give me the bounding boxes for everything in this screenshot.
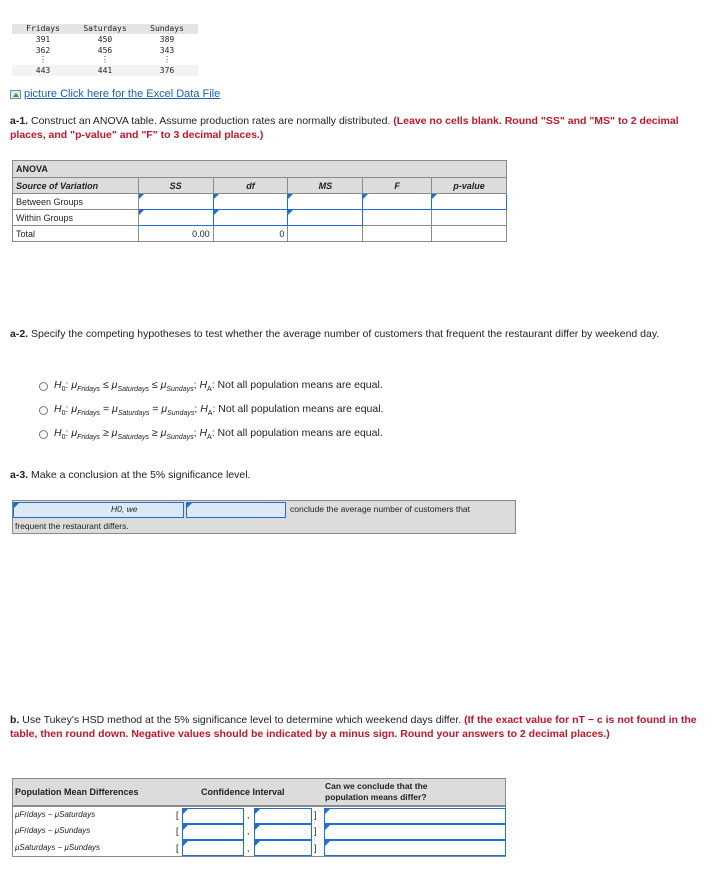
between-f-input[interactable]: [363, 194, 432, 210]
question-a1-text: Construct an ANOVA table. Assume production rates are normally distributed.: [28, 115, 394, 127]
data-table: [12, 24, 198, 76]
bracket-left: [: [176, 843, 179, 853]
anova-col-df: df: [213, 178, 288, 194]
cell: 391: [35, 35, 51, 44]
col-header-fridays: Fridays: [26, 24, 60, 33]
cell: 443: [35, 66, 51, 75]
tukey-body: [12, 806, 506, 857]
cell: 441: [97, 66, 113, 75]
bracket-left: [: [176, 826, 179, 836]
question-a2: [10, 327, 700, 341]
question-b: [10, 713, 710, 741]
bracket-right: ]: [314, 826, 317, 836]
ci-lower-input-3[interactable]: [182, 840, 244, 856]
ellipsis-row: [12, 56, 198, 65]
conclude-dropdown-1[interactable]: [324, 808, 506, 824]
col-header-sundays: Sundays: [150, 24, 184, 33]
tukey-col-interval: Confidence Interval: [201, 787, 285, 797]
row-within-groups: Within Groups: [13, 210, 139, 226]
cell: 343: [159, 46, 175, 55]
col-header-saturdays: Saturdays: [83, 24, 127, 33]
radio-button[interactable]: [39, 382, 48, 391]
row-total: Total: [13, 226, 139, 242]
question-a2-text: Specify the competing hypotheses to test whether the average number of customers that frequent the restaurant differ by weekend day.: [28, 328, 660, 340]
question-a1-instruction: (Leave no cells blank. Round "SS" and "MS" to 2 decimal places, and "p-value" and "F" to 3 decimal places.): [10, 115, 679, 141]
anova-col-ms: MS: [288, 178, 363, 194]
frequent-label: frequent the restaurant differs.: [15, 521, 129, 531]
comma: ,: [247, 810, 250, 820]
anova-col-f: F: [363, 178, 432, 194]
ellipsis: ⋮: [163, 55, 171, 64]
tukey-col-conclude: Can we conclude that the population means differ?: [325, 781, 428, 802]
table-row: [12, 65, 198, 76]
hypothesis-option-3[interactable]: $H_0$: $\mu_{Fridays} \ge \mu_{Saturdays} \ge \mu_{Sundays}$; $H_A$: Not all population means are equal.: [39, 427, 383, 441]
ci-lower-input-1[interactable]: [182, 808, 244, 824]
hypothesis-option-2[interactable]: $H_0$: $\mu_{Fridays} = \mu_{Saturdays} = \mu_{Sundays}$; $H_A$: Not all population means are equal.: [39, 403, 384, 417]
cell: 376: [159, 66, 175, 75]
question-b-instruction: (If the exact value for nT − c is not found in the table, then round down. Negative values should be indicated by a minus sign. Round your answers to 2 decimal places.): [10, 714, 697, 740]
tukey-row-label: μFridays − μSundays: [15, 826, 91, 835]
anova-col-pvalue: p-value: [432, 178, 507, 194]
question-a3-prefix: a-3.: [10, 469, 29, 481]
within-ms-input[interactable]: [288, 210, 363, 226]
cell: 450: [97, 35, 113, 44]
total-f-cell: [363, 226, 432, 242]
cell: 362: [35, 46, 51, 55]
total-ms-cell: [288, 226, 363, 242]
between-ss-input[interactable]: [138, 194, 213, 210]
tukey-header: [12, 778, 506, 806]
hypothesis-option-1[interactable]: $H_0$: $\mu_{Fridays} \le \mu_{Saturdays} \le \mu_{Sundays}$; $H_A$: Not all population means are equal.: [39, 379, 383, 393]
question-b-text: Use Tukey's HSD method at the 5% significance level to determine which weekend days differ.: [19, 714, 465, 726]
cell: 389: [159, 35, 175, 44]
between-pvalue-input[interactable]: [432, 194, 507, 210]
between-df-input[interactable]: [213, 194, 288, 210]
excel-data-link[interactable]: [10, 88, 220, 100]
bracket-left: [: [176, 810, 179, 820]
anova-col-source: Source of Variation: [13, 178, 139, 194]
radio-button[interactable]: [39, 430, 48, 439]
conclude-dropdown-2[interactable]: [324, 824, 506, 840]
anova-table: [12, 160, 507, 242]
question-a3-text: Make a conclusion at the 5% significance level.: [28, 469, 251, 481]
ellipsis: ⋮: [101, 55, 109, 64]
ci-upper-input-3[interactable]: [254, 840, 312, 856]
question-a3: [10, 468, 250, 482]
within-pvalue-cell: [432, 210, 507, 226]
total-pvalue-cell: [432, 226, 507, 242]
comma: ,: [247, 843, 250, 853]
tukey-row-label: μSaturdays − μSundays: [15, 843, 101, 852]
tukey-row-label: μFridays − μSaturdays: [15, 810, 96, 819]
ci-upper-input-1[interactable]: [254, 808, 312, 824]
picture-icon: [10, 90, 21, 99]
table-row: [12, 34, 198, 45]
question-b-prefix: b.: [10, 714, 20, 726]
excel-link-text[interactable]: picture Click here for the Excel Data File: [24, 88, 221, 100]
radio-button[interactable]: [39, 406, 48, 415]
cell: 456: [97, 46, 113, 55]
comma: ,: [247, 826, 250, 836]
question-a1-prefix: a-1.: [10, 115, 29, 127]
within-df-input[interactable]: [213, 210, 288, 226]
tukey-col-differences: Population Mean Differences: [15, 787, 139, 797]
between-ms-input[interactable]: [288, 194, 363, 210]
h0-we-label: H0, we: [111, 504, 138, 514]
row-between-groups: Between Groups: [13, 194, 139, 210]
conclude-decision-dropdown[interactable]: [186, 502, 286, 518]
bracket-right: ]: [314, 810, 317, 820]
anova-col-ss: SS: [138, 178, 213, 194]
anova-title: ANOVA: [13, 161, 507, 178]
conclusion-box: [12, 500, 516, 534]
total-ss-value: 0.00: [138, 226, 213, 242]
conclude-label: conclude the average number of customers that: [290, 504, 471, 514]
question-a1: [10, 114, 710, 142]
ci-upper-input-2[interactable]: [254, 824, 312, 840]
conclude-dropdown-3[interactable]: [324, 840, 506, 856]
within-f-cell: [363, 210, 432, 226]
ellipsis: ⋮: [39, 55, 47, 64]
question-a2-prefix: a-2.: [10, 328, 29, 340]
reject-decision-dropdown[interactable]: [13, 502, 184, 518]
within-ss-input[interactable]: [138, 210, 213, 226]
ci-lower-input-2[interactable]: [182, 824, 244, 840]
bracket-right: ]: [314, 843, 317, 853]
total-df-value: 0: [213, 226, 288, 242]
